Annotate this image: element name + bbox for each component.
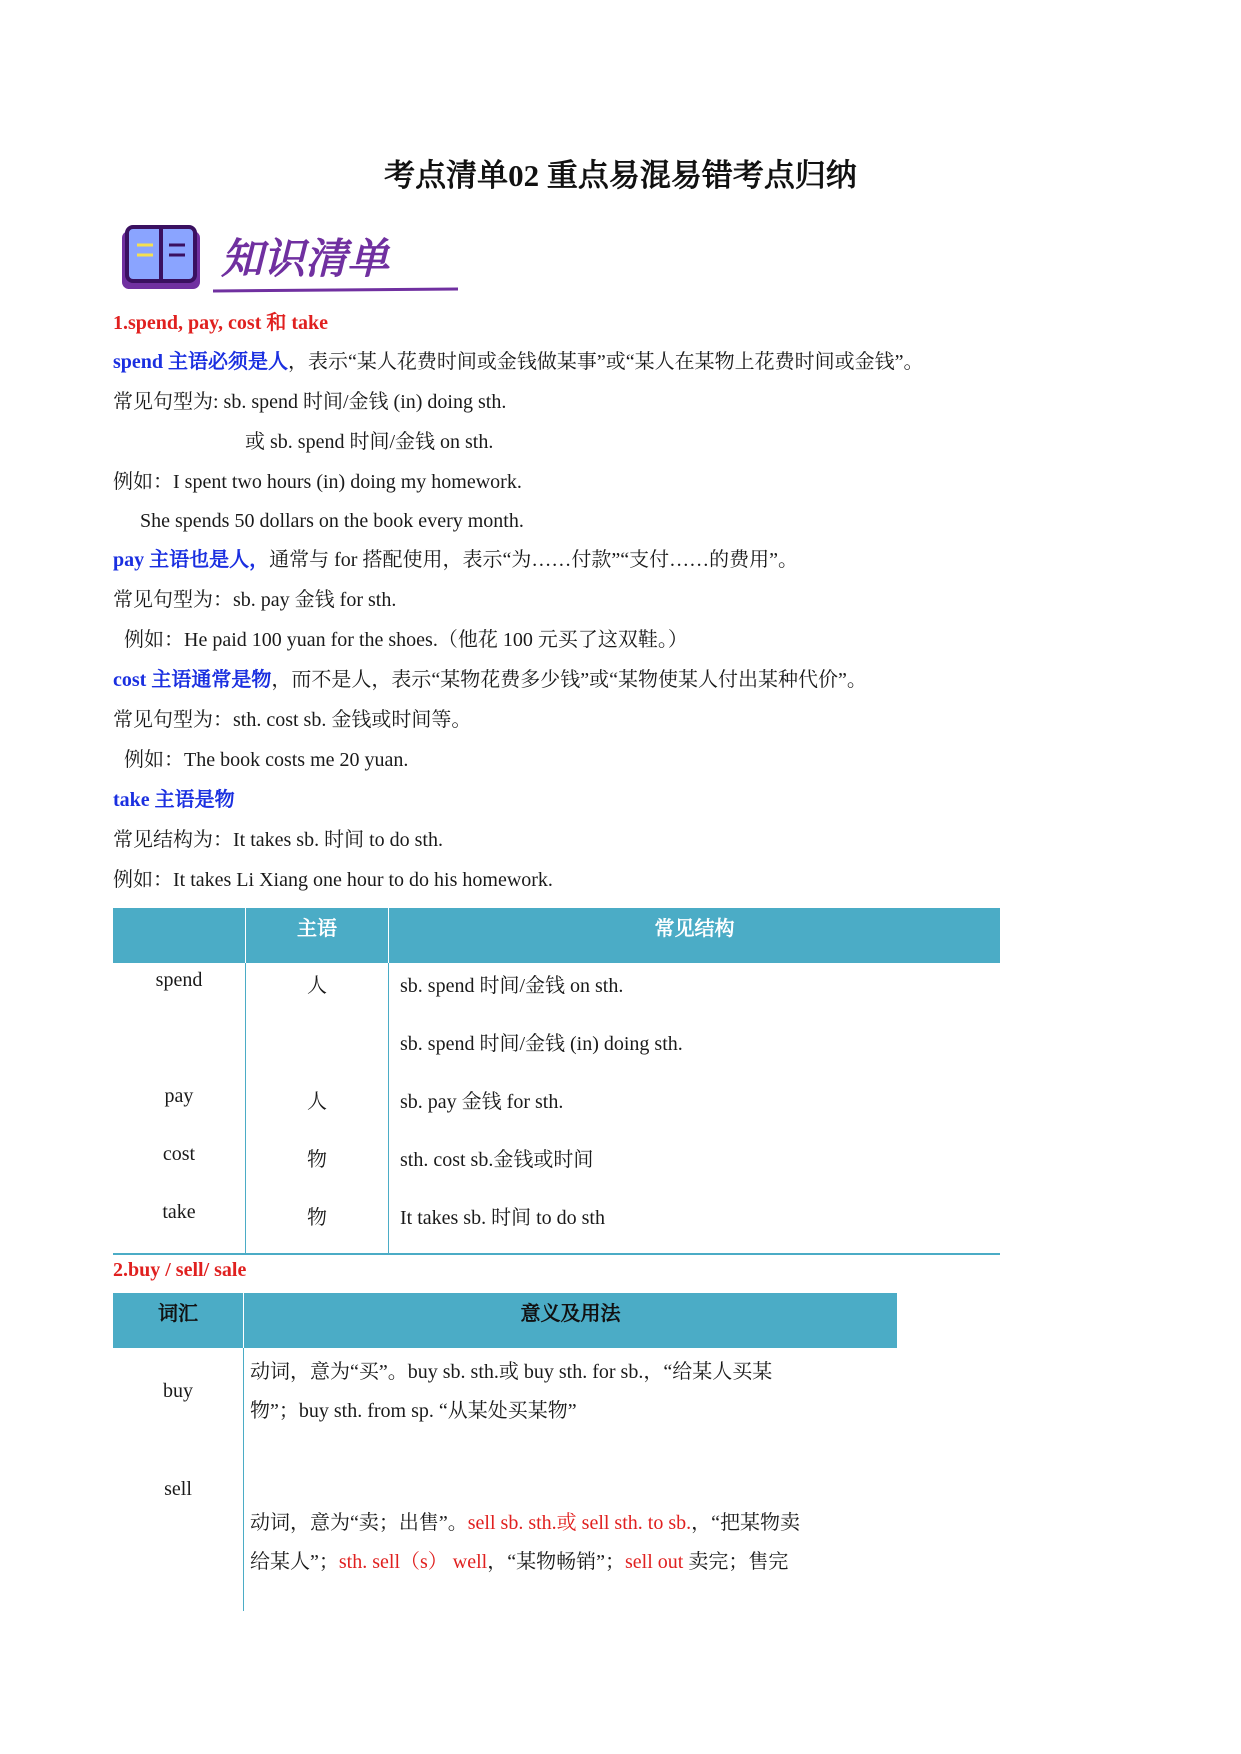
table-cell [244, 1469, 898, 1611]
table-cell [246, 1021, 389, 1079]
table-header: 常见结构 [389, 908, 1001, 963]
cost-example: 例如：The book costs me 20 yuan. [124, 749, 409, 771]
spend-example-2: She spends 50 dollars on the book every month. [140, 510, 524, 532]
text-segment: 卖完；售完 [683, 1551, 789, 1573]
table-header: 主语 [246, 908, 389, 963]
table-cell: cost [113, 1137, 246, 1195]
spend-description: ，表示“某人花费时间或金钱做某事”或“某人在某物上花费时间或金钱”。 [288, 351, 924, 373]
pay-pattern: 常见句型为：sb. pay 金钱 for sth. [113, 589, 397, 611]
pay-keyword: pay 主语也是人， [113, 549, 270, 571]
table-cell: buy [113, 1348, 244, 1469]
sell-usage-line-1 [250, 1504, 896, 1543]
table-row [113, 1195, 1000, 1254]
buy-sell-table [113, 1293, 897, 1611]
table-cell: 人 [246, 963, 389, 1021]
take-keyword: take 主语是物 [113, 789, 235, 811]
pay-description: 通常与 for 搭配使用，表示“为……付款”“支付……的费用”。 [269, 549, 798, 571]
text-segment: 给某人”； [250, 1551, 339, 1573]
table-cell: spend [113, 963, 246, 1021]
table-cell: sell [113, 1469, 244, 1611]
table-row [113, 1469, 897, 1611]
buy-usage-line-1: 动词，意为“买”。buy sb. sth.或 buy sth. for sb.，“给某人买某 [250, 1361, 773, 1383]
page-title: 考点清单02 重点易混易错考点归纳 [384, 158, 857, 193]
table-header [113, 908, 246, 963]
table-row [113, 1137, 1000, 1195]
text-segment: 动词，意为“卖；出售”。 [250, 1512, 468, 1534]
take-example: 例如：It takes Li Xiang one hour to do his homework. [113, 869, 553, 891]
pay-example: 例如：He paid 100 yuan for the shoes.（他花 100 元买了这双鞋。） [124, 629, 688, 651]
table-cell: sb. spend 时间/金钱 on sth. [400, 975, 624, 997]
table-cell [113, 1021, 246, 1079]
table-cell: 人 [246, 1079, 389, 1137]
book-icon [113, 218, 473, 298]
table-header: 词汇 [113, 1293, 244, 1348]
text-segment: ，“某物畅销”； [487, 1551, 625, 1573]
cost-paragraph [113, 668, 867, 692]
take-pattern: 常见结构为：It takes sb. 时间 to do sth. [113, 829, 443, 851]
sell-usage-line-2 [250, 1543, 896, 1582]
cost-keyword: cost 主语通常是物 [113, 669, 272, 691]
table-header: 意义及用法 [244, 1293, 898, 1348]
section-heading: 1.spend, pay, cost 和 take [113, 312, 329, 334]
table-cell: sth. cost sb.金钱或时间 [400, 1149, 594, 1171]
highlight-segment: sell sb. sth.或 sell sth. to sb. [467, 1512, 692, 1534]
spend-pattern-2: 或 sb. spend 时间/金钱 on sth. [245, 431, 494, 453]
cost-description: ，而不是人，表示“某物花费多少钱”或“某物使某人付出某种代价”。 [271, 669, 867, 691]
highlight-segment: sell out [625, 1551, 684, 1573]
table-cell [244, 1348, 898, 1469]
highlight-segment: sth. sell（s） well [338, 1551, 488, 1573]
spend-keyword: spend 主语必须是人 [113, 351, 289, 373]
buy-usage-line-2: 物”；buy sth. from sp. “从某处买某物” [250, 1400, 577, 1422]
banner-text: 知识清单 [221, 234, 390, 283]
spend-pattern-1: 常见句型为: sb. spend 时间/金钱 (in) doing sth. [113, 391, 507, 413]
table-row [113, 1021, 1000, 1079]
pay-paragraph [113, 548, 798, 572]
table-row [113, 1348, 897, 1469]
table-cell: sb. spend 时间/金钱 (in) doing sth. [400, 1033, 683, 1055]
table-cell: It takes sb. 时间 to do sth [400, 1207, 605, 1229]
knowledge-list-banner [113, 218, 473, 298]
table-cell: take [113, 1195, 246, 1254]
table-row [113, 963, 1000, 1021]
table-header-row [113, 1293, 897, 1348]
verb-usage-table [113, 908, 1000, 1255]
text-segment: ，“把某物卖 [691, 1512, 801, 1534]
table-cell: pay [113, 1079, 246, 1137]
table-row [113, 1079, 1000, 1137]
table-cell: 物 [246, 1137, 389, 1195]
cost-pattern: 常见句型为：sth. cost sb. 金钱或时间等。 [113, 709, 472, 731]
spend-paragraph [113, 350, 924, 374]
section-heading: 2.buy / sell/ sale [113, 1259, 247, 1281]
table-header-row [113, 908, 1000, 963]
spend-example-1: 例如：I spent two hours (in) doing my homework. [113, 471, 522, 493]
table-cell: 物 [246, 1195, 389, 1254]
table-cell: sb. pay 金钱 for sth. [400, 1091, 564, 1113]
